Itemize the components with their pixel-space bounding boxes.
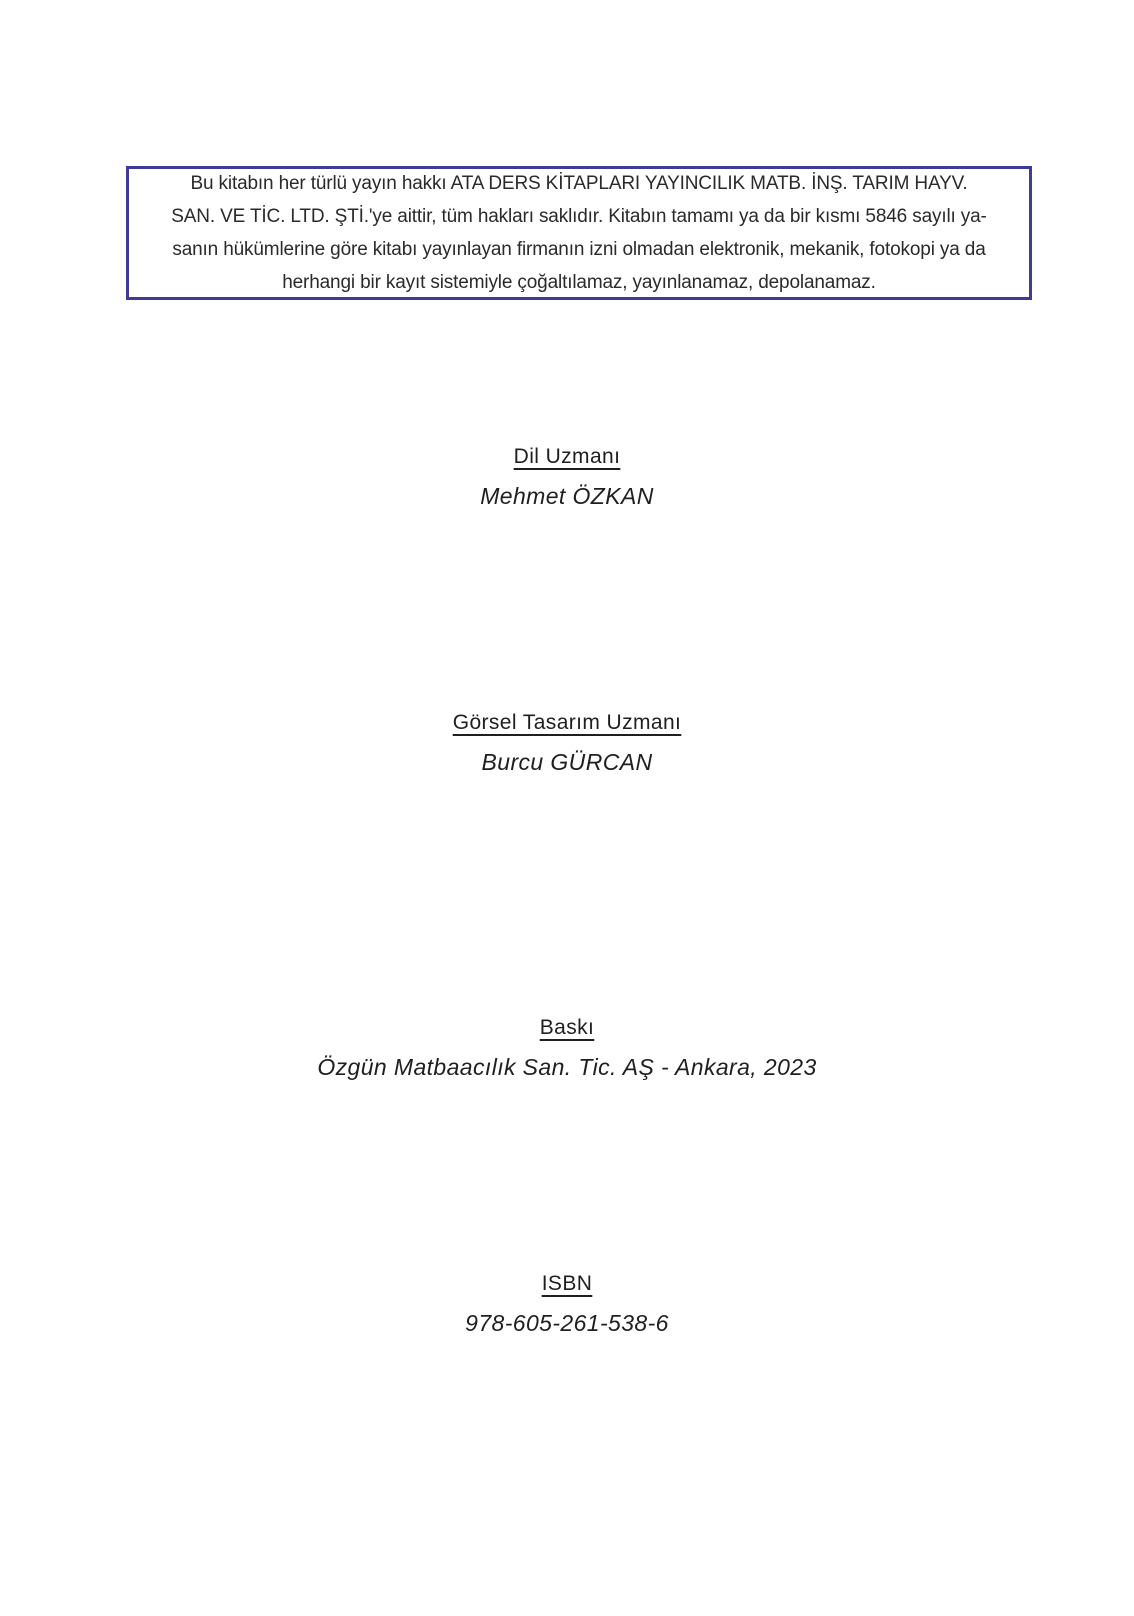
isbn-heading: ISBN xyxy=(541,1272,593,1295)
section-print xyxy=(0,1013,1134,1083)
print-company: Özgün Matbaacılık San. Tic. AŞ - Ankara, 2023 xyxy=(317,1054,817,1080)
section-language-expert xyxy=(0,442,1134,512)
language-expert-heading: Dil Uzmanı xyxy=(513,445,621,468)
section-isbn xyxy=(0,1269,1134,1339)
language-expert-name: Mehmet ÖZKAN xyxy=(480,483,654,509)
copyright-line: herhangi bir kayıt sistemiyle çoğaltılamaz, yayınlanamaz, depolanamaz. xyxy=(282,272,876,293)
isbn-number: 978-605-261-538-6 xyxy=(465,1310,669,1336)
print-heading: Baskı xyxy=(539,1016,595,1039)
visual-design-expert-name: Burcu GÜRCAN xyxy=(481,749,653,775)
copyright-line: sanın hükümlerine göre kitabı yayınlayan firmanın izni olmadan elektronik, mekanik, fotokopi ya da xyxy=(172,239,986,260)
section-visual-design-expert xyxy=(0,708,1134,778)
copyright-line: SAN. VE TİC. LTD. ŞTİ.'ye aittir, tüm hakları saklıdır. Kitabın tamamı ya da bir kısmı 5846 sayılı ya- xyxy=(171,206,987,227)
copyright-box xyxy=(126,166,1032,300)
copyright-line: Bu kitabın her türlü yayın hakkı ATA DERS KİTAPLARI YAYINCILIK MATB. İNŞ. TARIM HAYV. xyxy=(190,173,968,194)
visual-design-expert-heading: Görsel Tasarım Uzmanı xyxy=(452,711,682,734)
